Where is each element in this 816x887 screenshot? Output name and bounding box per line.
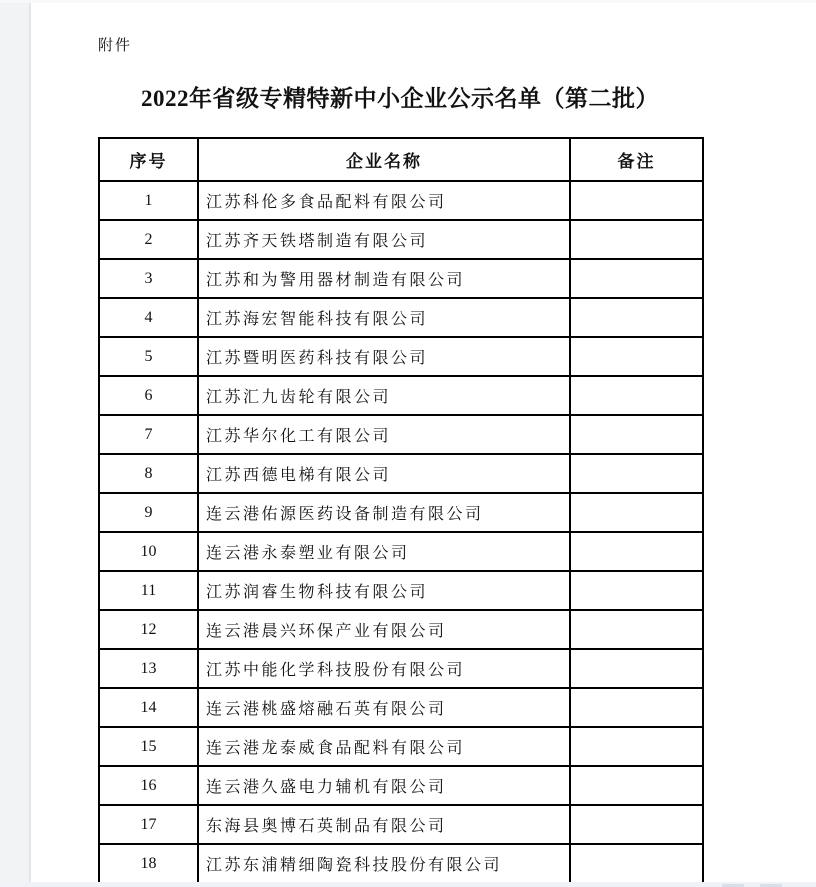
company-table: [98, 137, 704, 884]
table-row: [99, 766, 703, 805]
remark-cell: [570, 376, 703, 415]
remark-cell: [570, 766, 703, 805]
remark-cell: [570, 727, 703, 766]
remark-cell: [570, 259, 703, 298]
header-cell-no: 序号: [99, 138, 198, 181]
row-number-cell: 14: [99, 688, 198, 727]
table-row: [99, 376, 703, 415]
table-row: [99, 610, 703, 649]
table-row: [99, 337, 703, 376]
remark-cell: [570, 181, 703, 220]
row-number-cell: 4: [99, 298, 198, 337]
row-number-cell: 12: [99, 610, 198, 649]
table-header-row: [99, 138, 703, 181]
row-number-cell: 16: [99, 766, 198, 805]
remark-cell: [570, 337, 703, 376]
remark-cell: [570, 493, 703, 532]
table-row: [99, 688, 703, 727]
remark-cell: [570, 688, 703, 727]
row-number-cell: 8: [99, 454, 198, 493]
remark-cell: [570, 415, 703, 454]
company-name-cell: 江苏西德电梯有限公司: [198, 454, 570, 493]
remark-cell: [570, 844, 703, 883]
row-number-cell: 9: [99, 493, 198, 532]
row-number-cell: 13: [99, 649, 198, 688]
company-name-cell: 江苏暨明医药科技有限公司: [198, 337, 570, 376]
table-row: [99, 454, 703, 493]
table-row: [99, 805, 703, 844]
remark-cell: [570, 805, 703, 844]
table-row: [99, 571, 703, 610]
table-row: [99, 532, 703, 571]
row-number-cell: 7: [99, 415, 198, 454]
company-name-cell: 江苏华尔化工有限公司: [198, 415, 570, 454]
company-name-cell: 连云港龙泰威食品配料有限公司: [198, 727, 570, 766]
company-name-cell: 江苏汇九齿轮有限公司: [198, 376, 570, 415]
row-number-cell: 2: [99, 220, 198, 259]
company-name-cell: 江苏东浦精细陶瓷科技股份有限公司: [198, 844, 570, 883]
row-number-cell: 5: [99, 337, 198, 376]
header-cell-name: 企业名称: [198, 138, 570, 181]
company-name-cell: 连云港佑源医药设备制造有限公司: [198, 493, 570, 532]
row-number-cell: 18: [99, 844, 198, 883]
table-row: [99, 181, 703, 220]
page-edge-shadow: [29, 0, 31, 887]
company-name-cell: 江苏和为警用器材制造有限公司: [198, 259, 570, 298]
remark-cell: [570, 571, 703, 610]
row-number-cell: 17: [99, 805, 198, 844]
row-number-cell: 3: [99, 259, 198, 298]
table-row: [99, 844, 703, 883]
table-body: [99, 181, 703, 883]
table-row: [99, 415, 703, 454]
company-name-cell: 江苏海宏智能科技有限公司: [198, 298, 570, 337]
company-name-cell: 东海县奥博石英制品有限公司: [198, 805, 570, 844]
header-cell-remark: 备注: [570, 138, 703, 181]
remark-cell: [570, 610, 703, 649]
company-name-cell: 连云港永泰塑业有限公司: [198, 532, 570, 571]
table-row: [99, 220, 703, 259]
table-row: [99, 298, 703, 337]
table-row: [99, 649, 703, 688]
table-row: [99, 493, 703, 532]
row-number-cell: 10: [99, 532, 198, 571]
company-name-cell: 江苏中能化学科技股份有限公司: [198, 649, 570, 688]
remark-cell: [570, 649, 703, 688]
attachment-label: 附件: [98, 38, 133, 54]
page-title: 2022年省级专精特新中小企业公示名单（第二批）: [141, 86, 659, 111]
company-name-cell: 江苏科伦多食品配料有限公司: [198, 181, 570, 220]
row-number-cell: 6: [99, 376, 198, 415]
remark-cell: [570, 454, 703, 493]
row-number-cell: 11: [99, 571, 198, 610]
table-row: [99, 727, 703, 766]
remark-cell: [570, 220, 703, 259]
company-name-cell: 江苏齐天铁塔制造有限公司: [198, 220, 570, 259]
company-name-cell: 连云港久盛电力辅机有限公司: [198, 766, 570, 805]
viewer-top-strip: [0, 0, 816, 3]
company-name-cell: 连云港桃盛熔融石英有限公司: [198, 688, 570, 727]
row-number-cell: 1: [99, 181, 198, 220]
company-name-cell: 连云港晨兴环保产业有限公司: [198, 610, 570, 649]
company-name-cell: 江苏润睿生物科技有限公司: [198, 571, 570, 610]
remark-cell: [570, 532, 703, 571]
table-row: [99, 259, 703, 298]
viewer-left-gutter: [0, 0, 29, 887]
remark-cell: [570, 298, 703, 337]
row-number-cell: 15: [99, 727, 198, 766]
viewer-bottom-strip: [0, 882, 816, 887]
